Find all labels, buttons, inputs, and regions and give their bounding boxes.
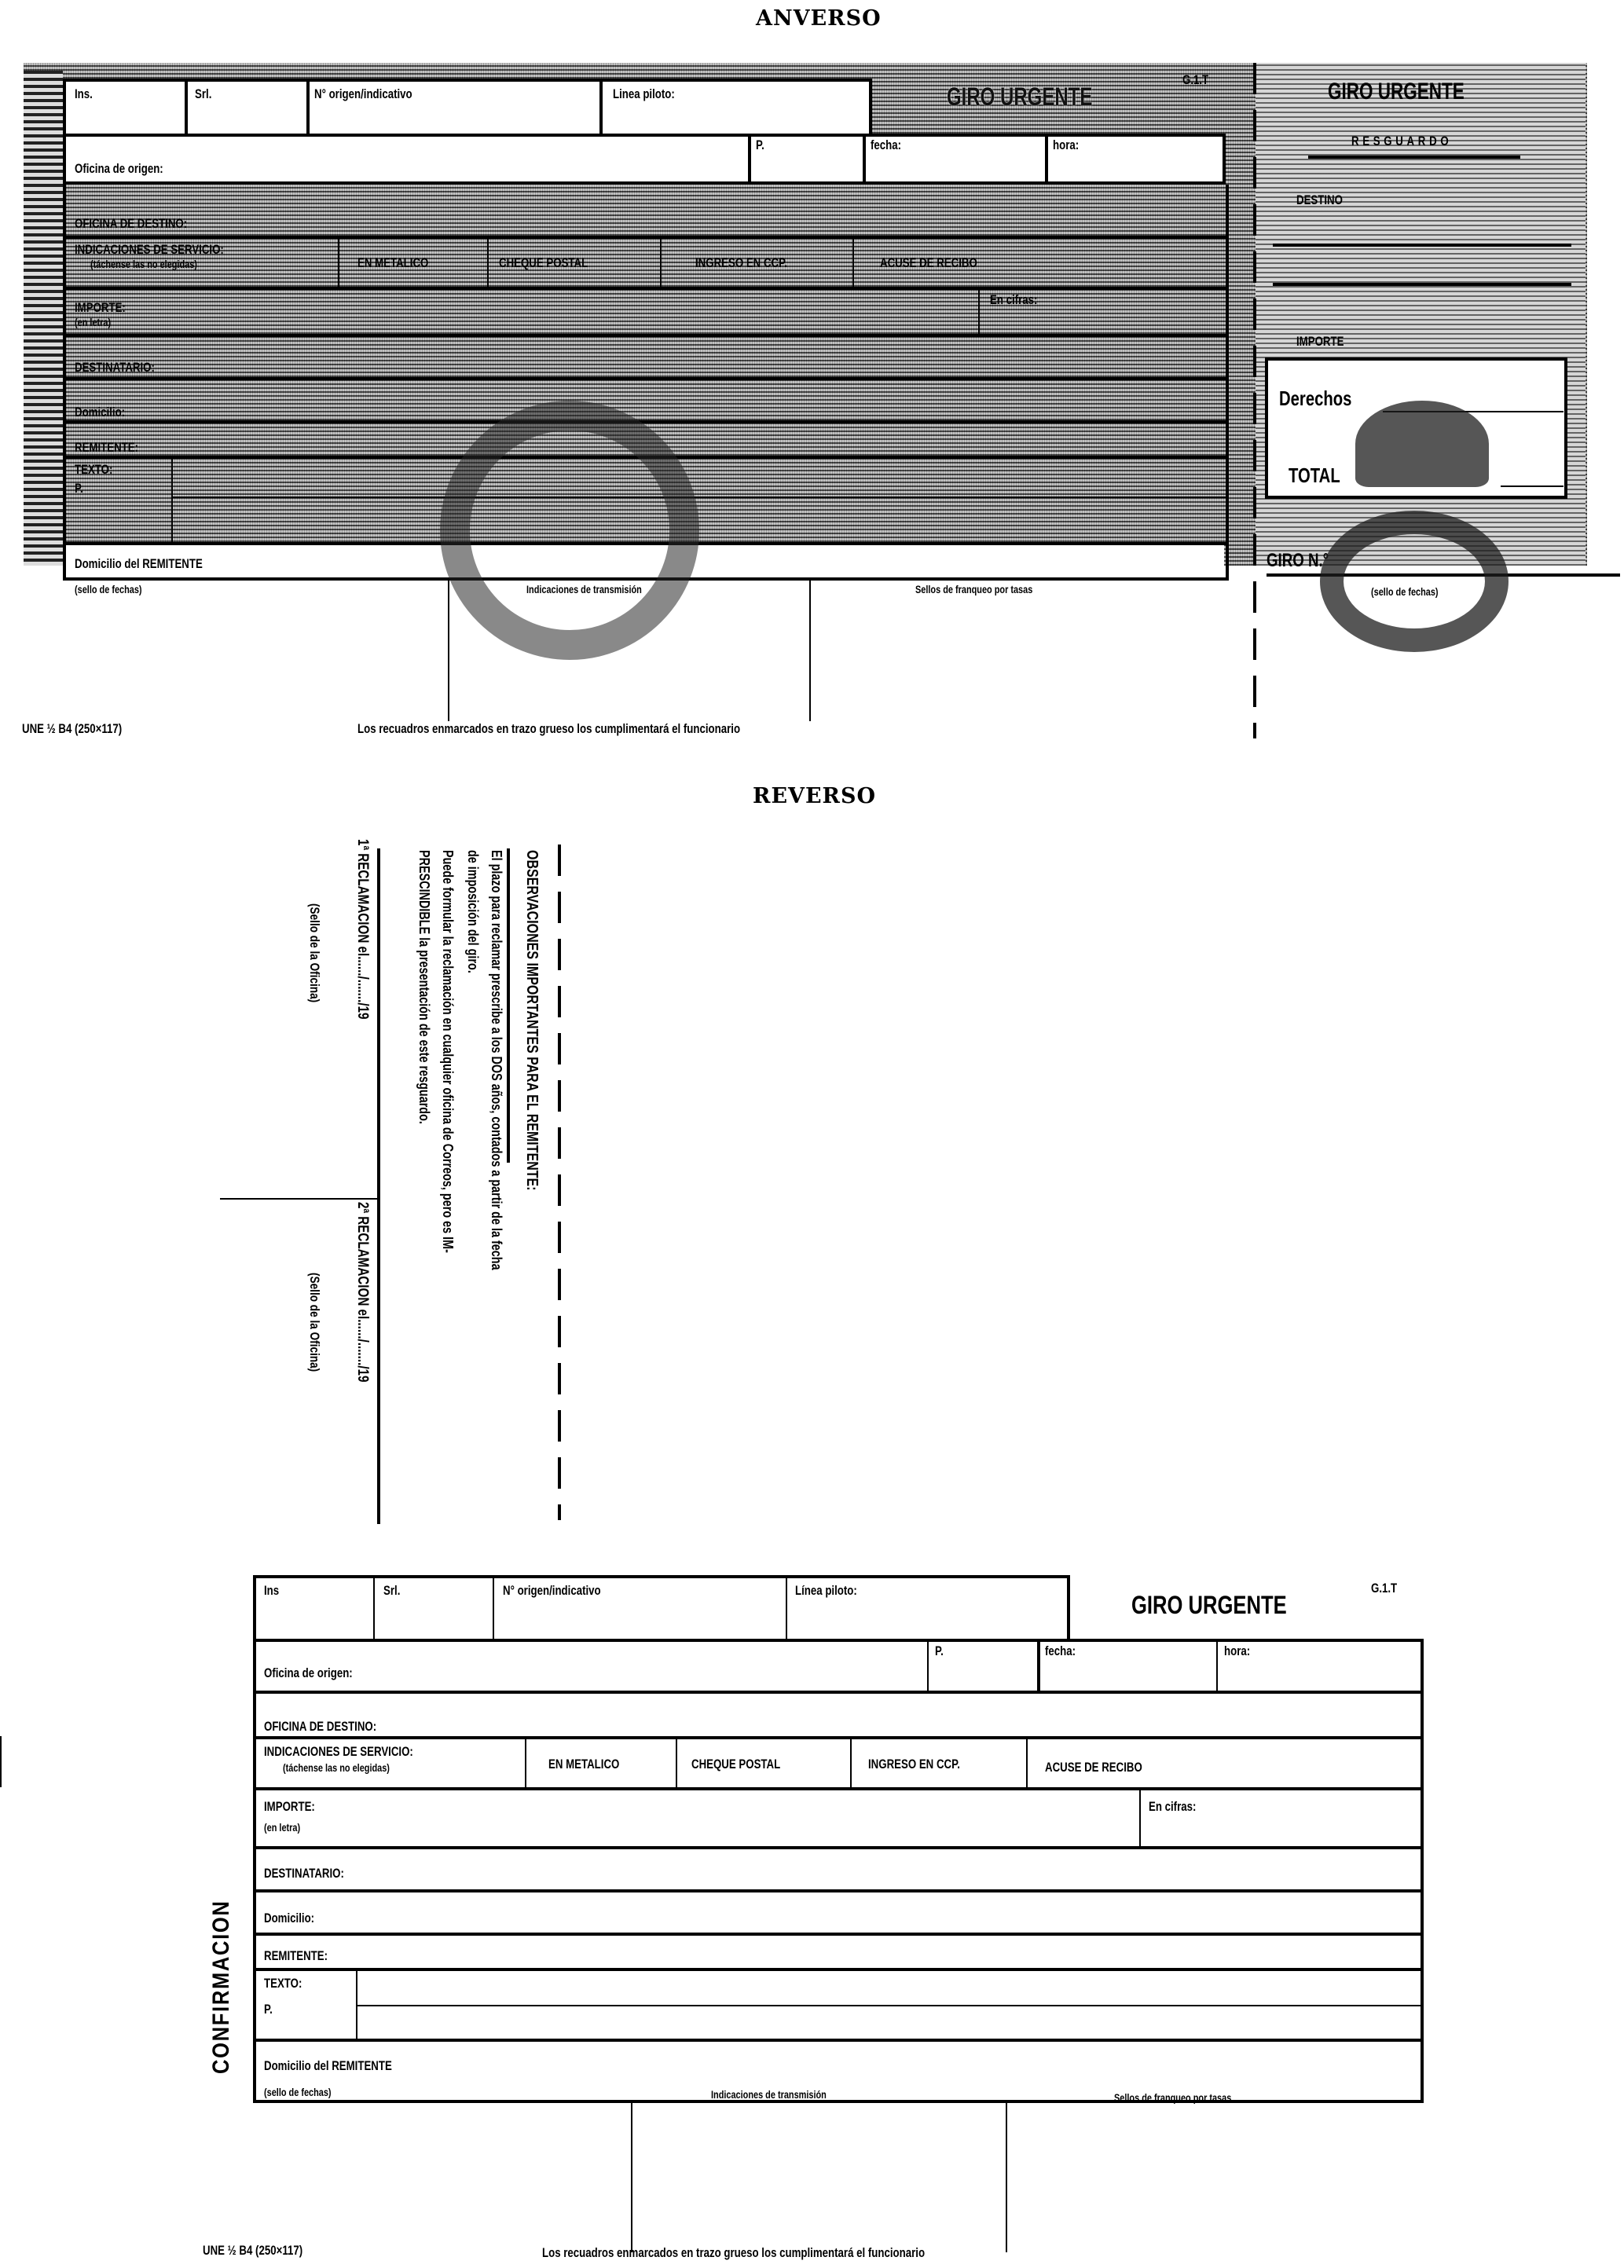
conf-form-code: G.1.T	[1371, 1581, 1398, 1596]
conf-footer-indicaciones-transmision: Indicaciones de transmisión	[711, 2088, 827, 2101]
conf-field-fecha-label: fecha:	[1045, 1643, 1076, 1658]
field-destinatario-label: DESTINATARIO:	[75, 360, 155, 375]
field-hora-label: hora:	[1053, 137, 1080, 152]
origen-row-box	[63, 134, 1226, 185]
field-oficina-origen-label: Oficina de origen:	[75, 161, 163, 176]
field-domicilio-label: Domicilio:	[75, 405, 126, 420]
observaciones-title: OBSERVACIONES IMPORTANTES PARA EL REMITENTE:	[523, 850, 541, 1191]
filling-note: Los recuadros enmarcados en trazo grueso los cumplimentará el funcionario	[357, 721, 741, 736]
conf-field-p-label: P.	[935, 1643, 944, 1658]
reverso-heading: REVERSO	[753, 784, 877, 808]
stub-sello-label: (sello de fechas)	[1371, 585, 1439, 598]
field-remitente-label: REMITENTE:	[75, 440, 139, 455]
field-oficina-destino-label: OFICINA DE DESTINO:	[75, 216, 188, 231]
field-srl-label: Srl.	[195, 86, 212, 101]
conf-footer-sellos-franqueo: Sellos de franqueo por tasas	[1114, 2091, 1232, 2104]
option-acuse-recibo[interactable]: ACUSE DE RECIBO	[880, 255, 977, 270]
conf-option-acuse-recibo[interactable]: ACUSE DE RECIBO	[1045, 1760, 1142, 1775]
conf-field-linea-piloto-label: Línea piloto:	[795, 1583, 857, 1598]
conf-field-destinatario-label: DESTINATARIO:	[264, 1866, 344, 1881]
conf-field-importe-sublabel: (en letra)	[264, 1821, 301, 1834]
perforation-edge	[24, 71, 63, 566]
field-domicilio-remitente-label: Domicilio del REMITENTE	[75, 556, 203, 571]
field-p-label: P.	[756, 137, 764, 152]
conf-field-origen-label: N° origen/indicativo	[503, 1583, 601, 1598]
conf-field-texto-label: TEXTO:	[264, 1976, 302, 1991]
conf-field-importe-label: IMPORTE:	[264, 1799, 315, 1814]
conf-form-title: GIRO URGENTE	[1131, 1591, 1287, 1619]
reclamacion-1: 1ª RECLAMACION el....../......./19	[354, 839, 371, 1020]
stub-title: GIRO URGENTE	[1328, 79, 1465, 104]
confirmacion-side-label: CONFIRMACION	[208, 1900, 234, 2074]
option-en-metalico[interactable]: EN METALICO	[357, 255, 429, 270]
field-origen-label: N° origen/indicativo	[314, 86, 412, 101]
field-importe-label: IMPORTE:	[75, 300, 126, 315]
stub-destino-label: DESTINO	[1296, 192, 1343, 207]
stub-giro-number-label: GIRO N.°	[1267, 550, 1329, 571]
stub-total-label: TOTAL	[1289, 463, 1340, 487]
stub-derechos-label: Derechos	[1279, 387, 1352, 410]
conf-field-en-cifras-label: En cifras:	[1149, 1799, 1197, 1814]
footer-sello-fechas: (sello de fechas)	[75, 583, 142, 595]
field-importe-sublabel: (en letra)	[75, 316, 112, 328]
field-texto-label: TEXTO:	[75, 462, 113, 477]
conf-option-en-metalico[interactable]: EN METALICO	[548, 1757, 620, 1772]
anverso-heading: ANVERSO	[756, 6, 882, 31]
observaciones-line-2: de imposición del giro.	[465, 850, 481, 973]
field-texto-p-label: P.	[75, 481, 83, 496]
conf-field-oficina-destino-label: OFICINA DE DESTINO:	[264, 1719, 377, 1734]
conf-field-texto-p-label: P.	[264, 2002, 273, 2017]
tear-line	[1253, 63, 1256, 738]
conf-option-ingreso-ccp[interactable]: INGRESO EN CCP.	[868, 1757, 960, 1772]
conf-field-remitente-label: REMITENTE:	[264, 1948, 328, 1963]
reclamacion-2: 2ª RECLAMACION el....../......./19	[354, 1202, 371, 1383]
indicaciones-sublabel: (táchense las no elegidas)	[90, 258, 197, 270]
observaciones-line-1: El plazo para reclamar prescribe a los DOS años, contados a partir de la fecha	[489, 850, 504, 1270]
stub-subtitle: RESGUARDO	[1351, 134, 1453, 148]
conf-header-row-box	[253, 1575, 1070, 1642]
conf-indicaciones-label: INDICACIONES DE SERVICIO:	[264, 1744, 413, 1759]
field-linea-piloto-label: Linea piloto:	[613, 86, 675, 101]
field-fecha-label: fecha:	[871, 137, 902, 152]
field-ins-label: Ins.	[75, 86, 93, 101]
conf-field-domicilio-remitente-label: Domicilio del REMITENTE	[264, 2058, 392, 2073]
field-en-cifras-label: En cifras:	[990, 292, 1038, 307]
conf-footer-sello-fechas: (sello de fechas)	[264, 2086, 332, 2098]
conf-field-srl-label: Srl.	[383, 1583, 401, 1598]
conf-une-format-code: UNE ½ B4 (250×117)	[203, 2243, 303, 2258]
stub-postal-horn-icon	[1320, 511, 1509, 652]
reclamacion-1-sello: (Sello de la Oficina)	[307, 903, 322, 1003]
crown-emblem-icon	[1355, 401, 1489, 487]
conf-indicaciones-sublabel: (táchense las no elegidas)	[283, 1761, 390, 1774]
reclamacion-2-sello: (Sello de la Oficina)	[307, 1273, 322, 1372]
conf-field-oficina-origen-label: Oficina de origen:	[264, 1665, 353, 1680]
footer-indicaciones-transmision: Indicaciones de transmisión	[526, 583, 642, 595]
option-ingreso-ccp[interactable]: INGRESO EN CCP.	[695, 255, 787, 270]
observaciones-line-3: Puede formular la reclamación en cualquier oficina de Correos, pero es IM-	[440, 850, 456, 1253]
postal-horn-emblem-icon	[440, 401, 699, 660]
conf-filling-note: Los recuadros enmarcados en trazo grueso los cumplimentará el funcionario	[542, 2245, 926, 2260]
observaciones-line-4: PRESCINDIBLE la presentación de este resguardo.	[416, 850, 432, 1124]
footer-sellos-franqueo: Sellos de franqueo por tasas	[915, 583, 1033, 595]
option-cheque-postal[interactable]: CHEQUE POSTAL	[499, 255, 588, 270]
conf-field-hora-label: hora:	[1224, 1643, 1251, 1658]
conf-field-ins-label: Ins	[264, 1583, 280, 1598]
form-title: GIRO URGENTE	[947, 82, 1093, 111]
conf-field-domicilio-label: Domicilio:	[264, 1911, 315, 1925]
indicaciones-label: INDICACIONES DE SERVICIO:	[75, 242, 224, 257]
conf-option-cheque-postal[interactable]: CHEQUE POSTAL	[691, 1757, 781, 1772]
stub-importe-label: IMPORTE	[1296, 334, 1344, 349]
une-format-code: UNE ½ B4 (250×117)	[22, 721, 123, 736]
tear-line-reverso	[558, 845, 561, 1520]
form-code: G.1.T	[1182, 72, 1209, 87]
